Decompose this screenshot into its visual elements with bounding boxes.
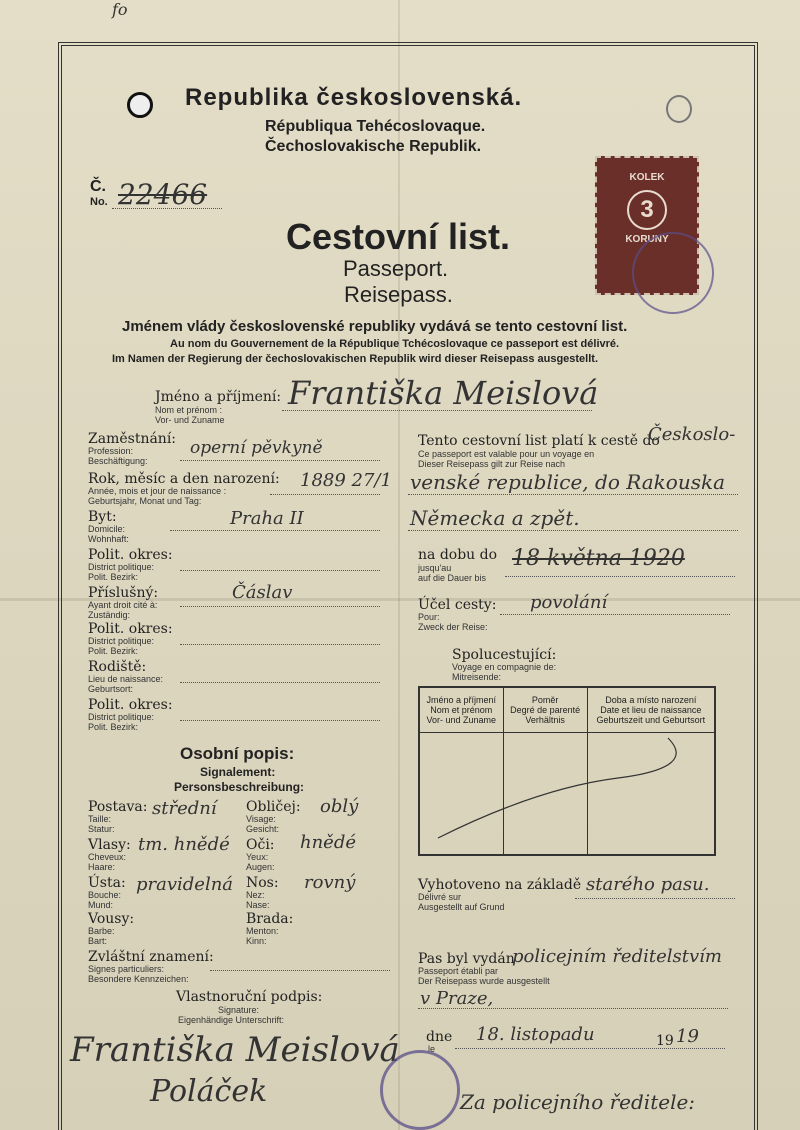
companions-col-name: Jméno a příjmení Nom et prénom Vor- und Zuname (419, 687, 503, 733)
issued-by-label-de: Der Reisepass wurde ausgestellt (418, 976, 550, 986)
name-label-fr: Nom et prénom : (155, 405, 223, 415)
issuance-cs: Jménem vlády československé republiky vydává se tento cestovní list. (122, 318, 628, 335)
issuance-de: Im Namen der Regierung der čechoslovakischen Republik wird dieser Reisepass ausgestellt. (112, 353, 599, 365)
field-citizenship: Příslušný: Ayant droit cité à: Zuständig: (88, 585, 159, 620)
purpose-label-de: Zweck der Reise: (418, 622, 488, 632)
date-value: 18. listopadu (476, 1024, 595, 1045)
punch-hole (127, 92, 153, 118)
hair-value: tm. hnědé (138, 834, 230, 855)
basis-label-fr: Délivré sur (418, 892, 462, 902)
field-mouth: Ústa: Bouche: Mund: (88, 875, 126, 910)
field-birth-date: Rok, měsíc a den narození: Année, mois et jour de naissance : Geburtsjahr, Monat und Tag: (88, 471, 280, 506)
official-note: Za policejního ředitele: (460, 1090, 696, 1114)
purpose-label-fr: Pour: (418, 612, 440, 622)
eyes-value: hnědé (300, 832, 357, 853)
stature-value: střední (152, 798, 217, 819)
stamp-unit: KORUNY (625, 234, 669, 245)
country-name-de: Čechoslovakische Republik. (265, 138, 482, 155)
field-hair: Vlasy: Cheveux: Haare: (88, 837, 131, 872)
companions-strike-line (418, 728, 716, 856)
title-cs: Cestovní list. (286, 216, 511, 257)
stamp-lettering: KOLEK (629, 172, 665, 183)
companions-col-birth: Doba a místo narození Date et lieu de naissance Geburtszeit und Geburtsort (587, 687, 715, 733)
basis-label-cs: Vyhotoveno na základě (418, 877, 582, 893)
date-year-prefix: 19 (656, 1033, 674, 1049)
domicile-value: Praha II (230, 508, 304, 529)
description-title-cs: Osobní popis: (180, 744, 295, 763)
purpose-label-cs: Účel cesty: (418, 597, 497, 613)
corner-mark: fo (112, 0, 128, 19)
face-value: oblý (320, 796, 359, 817)
date-label-cs: dne (426, 1029, 453, 1045)
official-initials: Poláček (150, 1074, 268, 1109)
field-district-2: Polit. okres: District politique: Polit. Bezirk: (88, 621, 173, 656)
date-label-fr: le (428, 1044, 436, 1054)
issued-by-value-1: policejním ředitelstvím (512, 946, 722, 967)
signature-label-de: Eigenhändige Unterschrift: (178, 1015, 285, 1025)
police-seal (380, 1050, 460, 1130)
issued-by-value-2: v Praze, (420, 988, 494, 1009)
validity-label-fr: Ce passeport est valable pour un voyage en (418, 449, 595, 459)
companions-label-fr: Voyage en compagnie de: (452, 662, 557, 672)
validity-label-de: Dieser Reisepass gilt zur Reise nach (418, 459, 566, 469)
punch-hole-faint (666, 95, 692, 123)
field-face: Obličej: Visage: Gesicht: (246, 799, 301, 834)
field-district-1: Polit. okres: District politique: Polit. Bezirk: (88, 547, 173, 582)
field-beard: Vousy: Barbe: Bart: (88, 911, 135, 946)
field-nose: Nos: Nez: Nase: (246, 875, 279, 910)
stamp-value: 3 (627, 190, 667, 230)
field-chin: Brada: Menton: Kinn: (246, 911, 294, 946)
seal-stamp-top (632, 232, 714, 314)
signature-label-cs: Vlastnoruční podpis: (176, 989, 323, 1005)
holder-signature: Františka Meislová (70, 1030, 400, 1070)
number-label-cs: Č. (90, 178, 106, 195)
field-stature: Postava: Taille: Statur: (88, 799, 148, 834)
issued-by-label-fr: Passeport établi par (418, 966, 499, 976)
occupation-value: operní pěvkyně (190, 438, 323, 458)
companions-col-relation: Poměr Degré de parenté Verhältnis (503, 687, 587, 733)
basis-label-de: Ausgestellt auf Grund (418, 902, 505, 912)
citizenship-value: Čáslav (232, 582, 293, 603)
date-year-suffix: 19 (676, 1026, 699, 1047)
validity-line-3: Německa a zpět. (410, 506, 580, 530)
field-special-marks: Zvláštní znamení: Signes particuliers: Besondere Kennzeichen: (88, 949, 214, 984)
name-label-cs: Jméno a příjmení: (155, 389, 282, 405)
issued-by-label-cs: Pas byl vydán (418, 951, 515, 967)
validity-line-2: venské republice, do Rakouska (410, 470, 726, 494)
mouth-value: pravidelná (136, 874, 234, 895)
field-occupation: Zaměstnání: Profession: Beschäftigung: (88, 431, 177, 466)
duration-label-cs: na dobu do (418, 547, 498, 563)
field-eyes: Oči: Yeux: Augen: (246, 837, 275, 872)
validity-label-cs: Tento cestovní list platí k cestě do (418, 433, 660, 449)
purpose-value: povolání (530, 592, 608, 613)
passport-number: 22466 (118, 178, 208, 211)
name-label-de: Vor- und Zuname (155, 415, 225, 425)
description-title-de: Personsbeschreibung: (174, 780, 305, 794)
validity-line-1: Českoslo- (648, 424, 736, 445)
signature-label-fr: Signature: (218, 1005, 260, 1015)
field-district-3: Polit. okres: District politique: Polit. Bezirk: (88, 697, 173, 732)
number-label-fr: No. (90, 196, 108, 208)
duration-label-fr: jusqu'au (418, 563, 452, 573)
holder-name: Františka Meislová (288, 374, 599, 412)
basis-value: starého pasu. (586, 874, 710, 895)
duration-value: 18 května 1920 (512, 546, 685, 571)
companions-label-cs: Spolucestující: (452, 647, 557, 663)
field-domicile: Byt: Domicile: Wohnhaft: (88, 509, 129, 544)
duration-label-de: auf die Dauer bis (418, 573, 487, 583)
country-name-fr: Républiqua Tehécoslovaque. (265, 118, 486, 135)
description-title-fr: Signalement: (200, 765, 276, 779)
title-de: Reisepass. (344, 282, 453, 307)
field-birthplace: Rodiště: Lieu de naissance: Geburtsort: (88, 659, 164, 694)
birth-date-value: 1889 27/1 (300, 470, 392, 491)
nose-value: rovný (304, 872, 356, 893)
companions-label-de: Mitreisende: (452, 672, 502, 682)
issuance-fr: Au nom du Gouvernement de la République Tchécoslovaque ce passeport est délivré. (170, 338, 620, 350)
title-fr: Passeport. (343, 256, 449, 281)
country-name-cs: Republika československá. (185, 84, 523, 111)
